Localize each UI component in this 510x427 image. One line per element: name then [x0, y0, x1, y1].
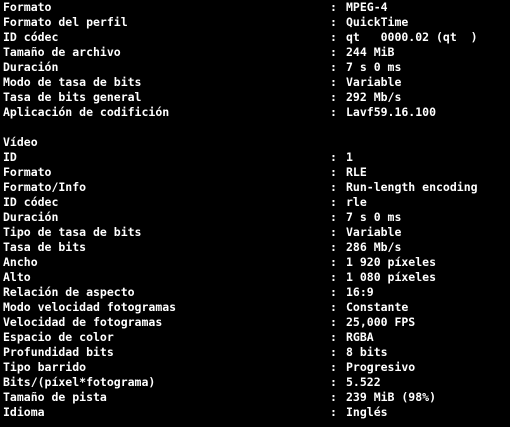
field-label: ID códec [3, 195, 59, 209]
field-label: Bits/(píxel*fotograma) [3, 375, 156, 389]
field-label: Tasa de bits [3, 240, 87, 254]
field-separator: : [330, 225, 337, 239]
field-separator: : [330, 165, 337, 179]
field-value: 244 MiB [346, 45, 395, 59]
field-separator: : [330, 300, 337, 314]
field-separator: : [330, 0, 337, 14]
field-label: Modo velocidad fotogramas [3, 300, 177, 314]
video-info-row [0, 150, 510, 165]
field-label: ID [3, 150, 17, 164]
video-section [0, 135, 510, 420]
field-separator: : [330, 45, 337, 59]
field-value: Run-length encoding [346, 180, 478, 194]
field-value: rle [346, 195, 367, 209]
field-separator: : [330, 330, 337, 344]
field-label: Duración [3, 60, 59, 74]
field-value: 25,000 FPS [346, 315, 416, 329]
field-separator: : [330, 150, 337, 164]
general-info-row [0, 30, 510, 45]
field-label: Duración [3, 210, 59, 224]
field-value: 7 s 0 ms [346, 60, 402, 74]
field-separator: : [330, 90, 337, 104]
field-value: 1 920 píxeles [346, 255, 437, 269]
field-value: RGBA [346, 330, 374, 344]
field-separator: : [330, 360, 337, 374]
video-info-row [0, 405, 510, 420]
field-value: 292 Mb/s [346, 90, 402, 104]
field-value: RLE [346, 165, 367, 179]
field-value: 1 080 píxeles [346, 270, 437, 284]
field-label: Formato del perfil [3, 15, 128, 29]
field-value: 239 MiB (98%) [346, 390, 437, 404]
field-value: Inglés [346, 405, 388, 419]
field-value: 16:9 [346, 285, 374, 299]
video-section-title: Vídeo [3, 135, 38, 149]
field-label: Idioma [3, 405, 45, 419]
field-separator: : [330, 405, 337, 419]
field-separator: : [330, 75, 337, 89]
video-info-row [0, 375, 510, 390]
video-info-row [0, 180, 510, 195]
field-label: ID códec [3, 30, 59, 44]
field-label: Profundidad bits [3, 345, 114, 359]
video-info-row [0, 330, 510, 345]
field-value: MPEG-4 [346, 0, 388, 14]
field-value: Progresivo [346, 360, 416, 374]
field-label: Espacio de color [3, 330, 114, 344]
video-info-row [0, 390, 510, 405]
field-label: Aplicación de codifición [3, 105, 170, 119]
general-info-row [0, 60, 510, 75]
field-separator: : [330, 15, 337, 29]
field-label: Tasa de bits general [3, 90, 142, 104]
general-section [0, 0, 510, 120]
general-info-row [0, 15, 510, 30]
field-value: 7 s 0 ms [346, 210, 402, 224]
field-separator: : [330, 240, 337, 254]
field-label: Ancho [3, 255, 38, 269]
general-rows [0, 0, 510, 120]
field-separator: : [330, 375, 337, 389]
field-value: 286 Mb/s [346, 240, 402, 254]
field-value: Constante [346, 300, 409, 314]
field-separator: : [330, 255, 337, 269]
field-value: qt 0000.02 (qt ) [346, 30, 478, 44]
video-info-row [0, 255, 510, 270]
field-label: Tamaño de pista [3, 390, 107, 404]
field-value: 5.522 [346, 375, 381, 389]
video-info-row [0, 315, 510, 330]
field-separator: : [330, 315, 337, 329]
video-info-row [0, 300, 510, 315]
general-info-row [0, 0, 510, 15]
field-separator: : [330, 195, 337, 209]
video-rows [0, 150, 510, 420]
general-info-row [0, 105, 510, 120]
video-info-row [0, 165, 510, 180]
video-info-row [0, 270, 510, 285]
general-info-row [0, 90, 510, 105]
field-separator: : [330, 285, 337, 299]
field-separator: : [330, 210, 337, 224]
field-value: QuickTime [346, 15, 409, 29]
field-value: Variable [346, 75, 402, 89]
field-value: Variable [346, 225, 402, 239]
field-label: Velocidad de fotogramas [3, 315, 163, 329]
field-value: 1 [346, 150, 353, 164]
field-separator: : [330, 60, 337, 74]
video-info-row [0, 195, 510, 210]
video-info-row [0, 285, 510, 300]
field-label: Tipo barrido [3, 360, 87, 374]
field-value: 8 bits [346, 345, 388, 359]
field-label: Formato [3, 0, 52, 14]
field-separator: : [330, 390, 337, 404]
field-label: Tipo de tasa de bits [3, 225, 142, 239]
video-info-row [0, 225, 510, 240]
field-separator: : [330, 345, 337, 359]
field-label: Formato/Info [3, 180, 87, 194]
field-label: Formato [3, 165, 52, 179]
field-separator: : [330, 30, 337, 44]
field-separator: : [330, 180, 337, 194]
video-info-row [0, 210, 510, 225]
field-label: Modo de tasa de bits [3, 75, 142, 89]
field-label: Relación de aspecto [3, 285, 135, 299]
field-separator: : [330, 105, 337, 119]
field-label: Alto [3, 270, 31, 284]
field-separator: : [330, 270, 337, 284]
video-info-row [0, 240, 510, 255]
field-value: Lavf59.16.100 [346, 105, 437, 119]
general-info-row [0, 45, 510, 60]
field-label: Tamaño de archivo [3, 45, 121, 59]
video-info-row [0, 360, 510, 375]
general-info-row [0, 75, 510, 90]
video-info-row [0, 345, 510, 360]
